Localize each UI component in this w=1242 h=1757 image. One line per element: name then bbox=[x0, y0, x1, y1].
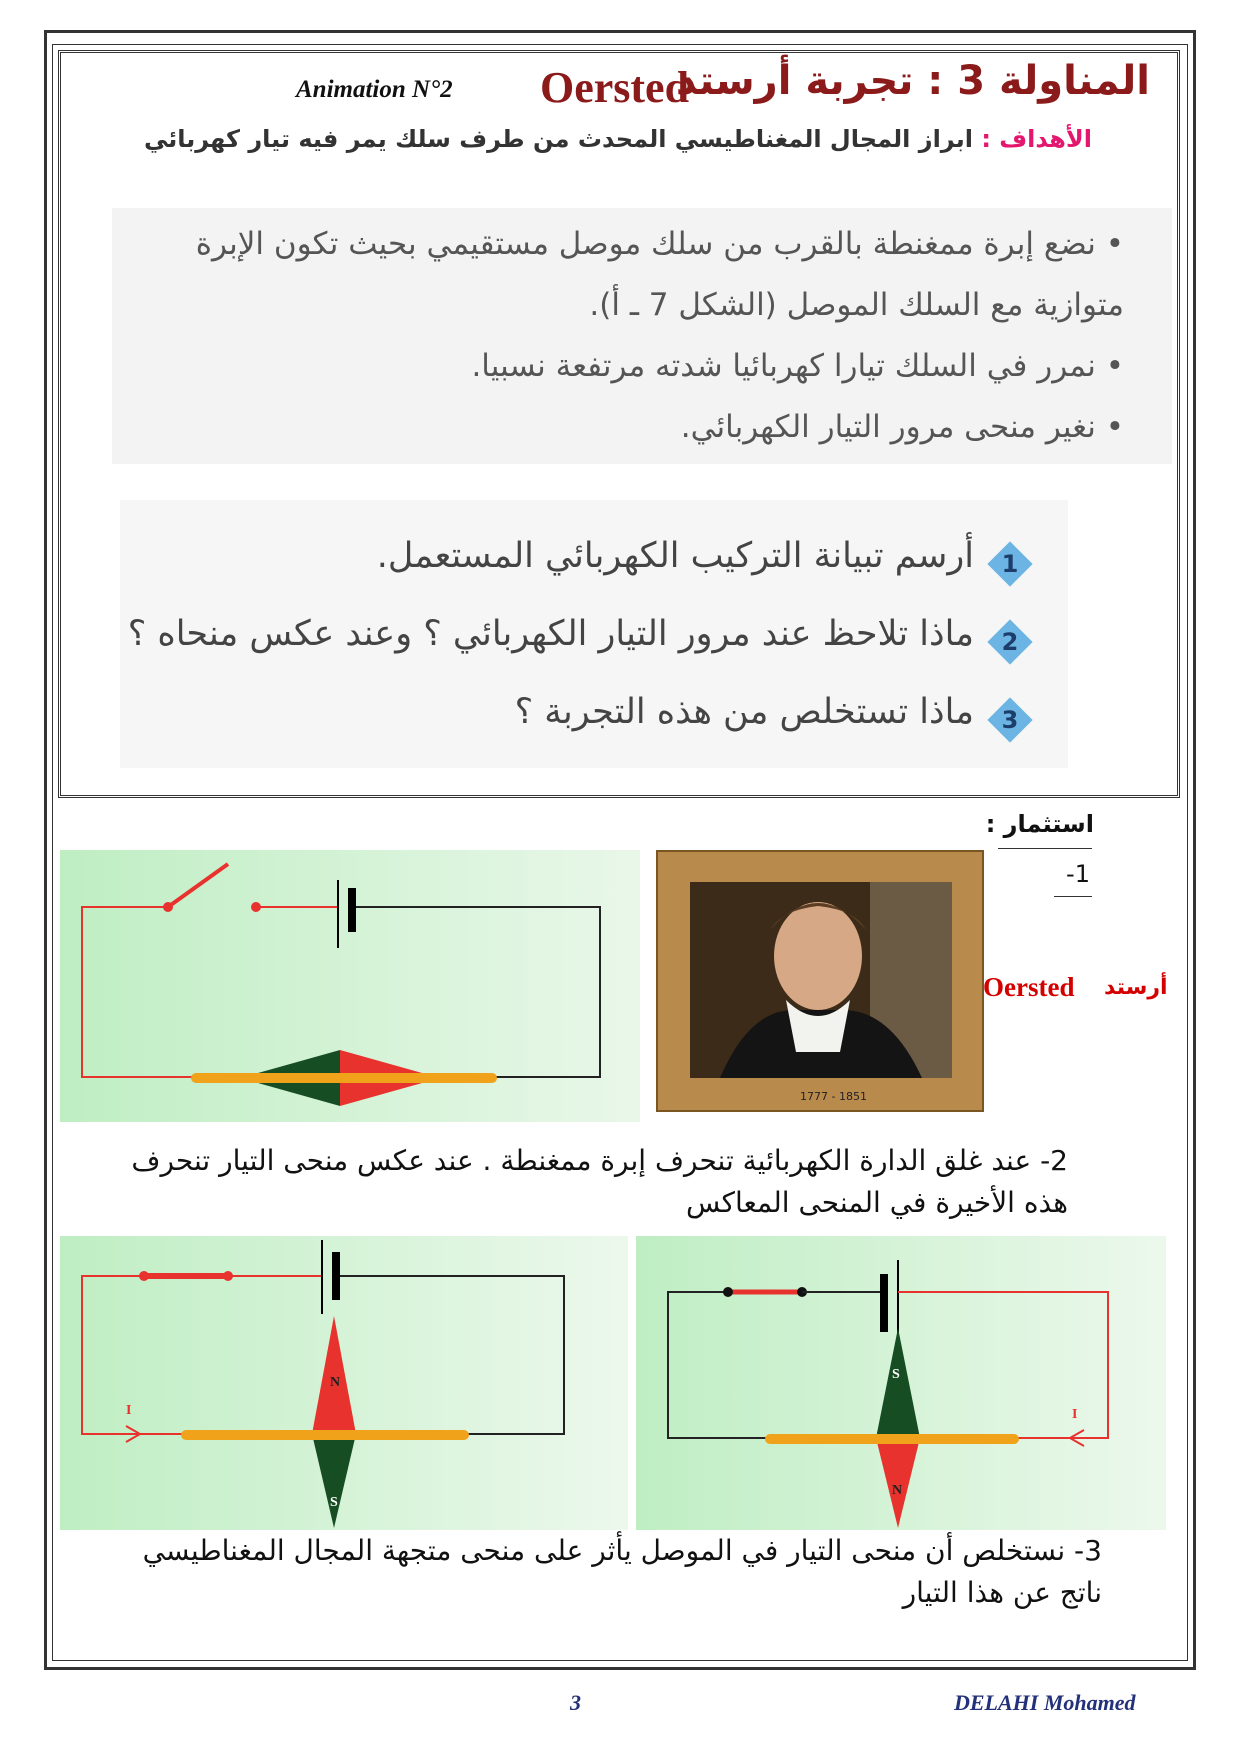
current-label: I bbox=[1072, 1407, 1078, 1422]
needle-north-label: N bbox=[330, 1375, 341, 1390]
author-name: DELAHI Mohamed bbox=[954, 1690, 1136, 1715]
procedure-item: • نغير منحى مرور التيار الكهربائي. bbox=[680, 409, 1124, 445]
answer-2 bbox=[68, 1140, 1068, 1224]
procedure-item: • نمرر في السلك تيارا كهربائيا شدته مرتفعة نسبيا. bbox=[471, 348, 1124, 384]
goal-label: الأهداف : bbox=[981, 125, 1092, 153]
activity-title-ar: المناولة 3 : تجربة أرستد bbox=[675, 58, 1150, 104]
procedure-item: • نضع إبرة ممغنطة بالقرب من سلك موصل مستقيمي بحيث تكون الإبرة bbox=[195, 226, 1124, 262]
answer-3 bbox=[62, 1530, 1102, 1614]
portrait-name-ar: أرستد bbox=[1104, 975, 1168, 1000]
answer-3-line2: ناتج عن هذا التيار bbox=[902, 1576, 1102, 1609]
switch-contact bbox=[723, 1287, 733, 1297]
switch-contact bbox=[163, 902, 173, 912]
answer-2-line2: هذه الأخيرة في المنحى المعاكس bbox=[685, 1186, 1068, 1219]
question-number-badge: 1 bbox=[987, 541, 1032, 586]
circuit-diagram-closed-b bbox=[636, 1236, 1166, 1530]
needle-south-label: S bbox=[892, 1367, 900, 1382]
question-number-badge: 2 bbox=[987, 619, 1032, 664]
answer-2-line1: 2- عند غلق الدارة الكهربائية تنحرف إبرة ممغنطة . عند عكس منحى التيار تنحرف bbox=[131, 1144, 1068, 1177]
question-text: أرسم تبيانة التركيب الكهربائي المستعمل. bbox=[376, 536, 974, 576]
needle-north-label: N bbox=[892, 1483, 903, 1498]
exploitation-label: استثمار : bbox=[985, 810, 1094, 838]
portrait-years: 1777 - 1851 bbox=[800, 1090, 867, 1103]
procedure-list bbox=[124, 214, 1124, 458]
underline bbox=[1054, 896, 1092, 897]
goal-text: ابراز المجال المغناطيسي المحدث من طرف سلك يمر فيه تيار كهربائي bbox=[143, 125, 973, 153]
question-text: ماذا تلاحظ عند مرور التيار الكهربائي ؟ وعند عكس منحاه ؟ bbox=[127, 614, 974, 654]
question-text: ماذا تستخلص من هذه التجربة ؟ bbox=[514, 692, 974, 732]
oersted-portrait bbox=[690, 882, 952, 1078]
circuit-diagram-closed-a bbox=[60, 1236, 628, 1530]
circuit-diagram-open bbox=[60, 850, 640, 1122]
page-number: 3 bbox=[570, 1690, 581, 1715]
item-1-label: 1- bbox=[1066, 860, 1090, 888]
needle-south-label: S bbox=[330, 1495, 338, 1510]
portrait-name-en: Oersted bbox=[983, 972, 1075, 1002]
question-number-badge: 3 bbox=[987, 697, 1032, 742]
activity-title-en: Oersted bbox=[540, 63, 690, 112]
answer-3-line1: 3- نستخلص أن منحى التيار في الموصل يأثر على منحى متجهة المجال المغناطيسي bbox=[142, 1534, 1102, 1567]
animation-label: Animation N°2 bbox=[296, 76, 453, 103]
switch-contact bbox=[139, 1271, 149, 1281]
goal-line bbox=[144, 125, 1092, 153]
procedure-item: متوازية مع السلك الموصل (الشكل 7 ـ أ). bbox=[589, 287, 1124, 323]
current-label: I bbox=[126, 1403, 132, 1418]
underline bbox=[998, 848, 1092, 849]
face bbox=[774, 902, 862, 1010]
